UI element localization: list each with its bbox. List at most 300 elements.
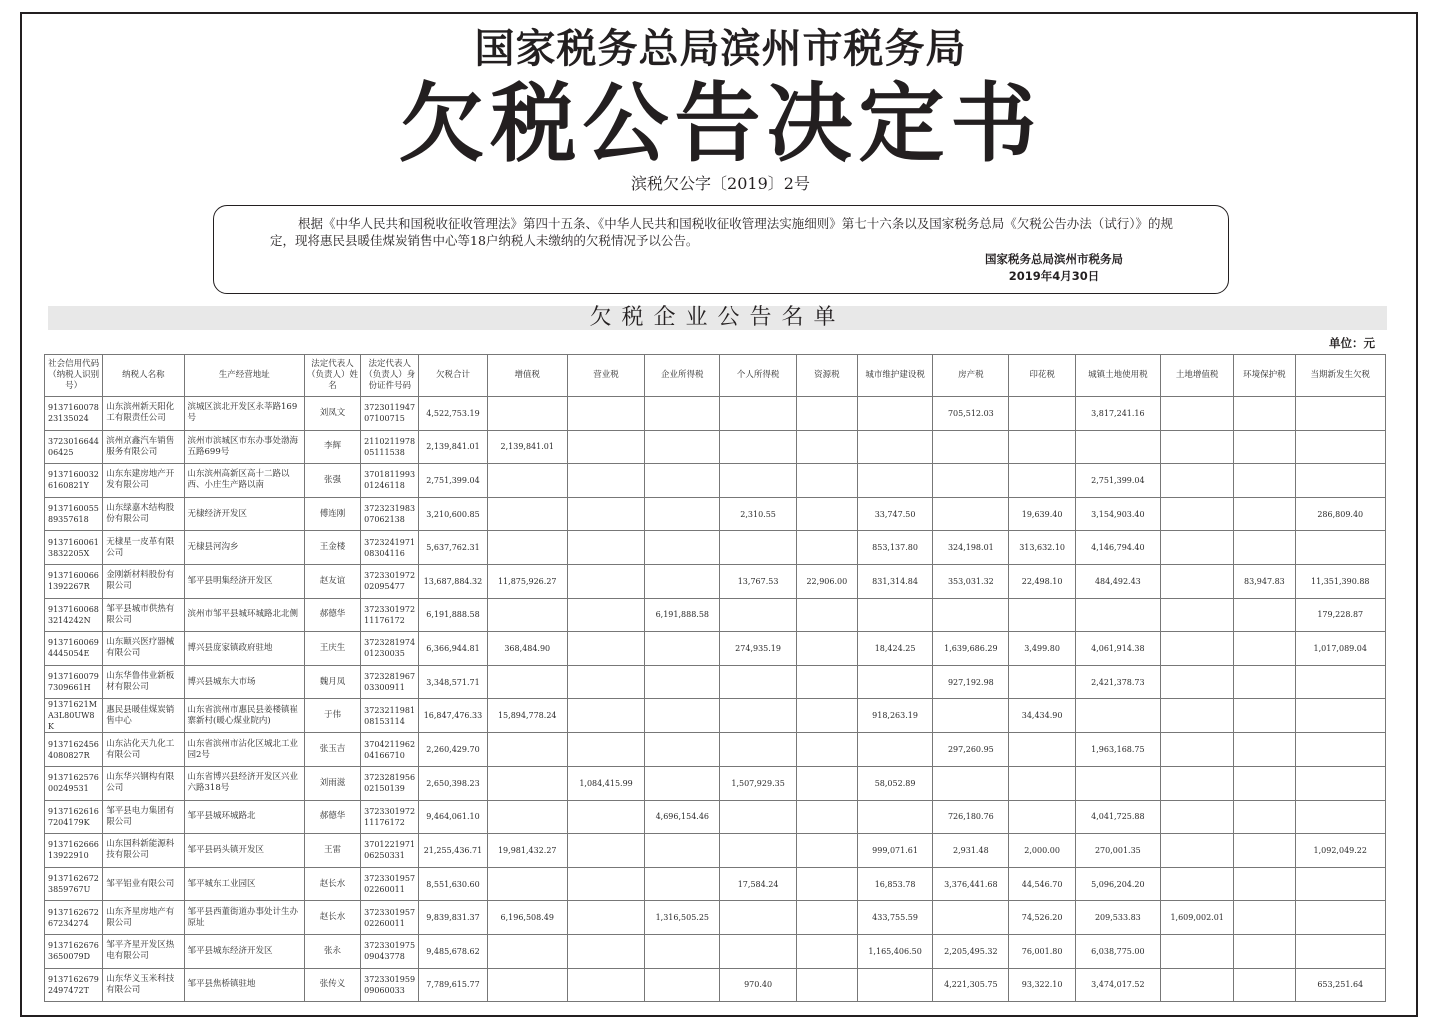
table-cell [720, 699, 796, 733]
column-header: 企业所得税 [645, 355, 720, 397]
table-cell: 李辉 [304, 430, 360, 464]
table-header-row [45, 355, 1386, 397]
table-cell: 7,789,615.77 [419, 968, 487, 1002]
table-cell: 6,366,944.81 [419, 632, 487, 666]
table-cell: 11,875,926.27 [487, 564, 567, 598]
table-cell: 484,492.43 [1075, 564, 1160, 598]
table-cell [487, 934, 567, 968]
table-cell: 2,310.55 [720, 497, 796, 531]
table-cell: 913716266613922910 [45, 834, 103, 868]
table-cell: 286,809.40 [1295, 497, 1385, 531]
table-cell: 1,092,049.22 [1295, 834, 1385, 868]
table-cell: 370122197106250331 [361, 834, 419, 868]
table-cell: 山东省滨州市惠民县姜楼镇崔寨新村(暖心煤业院内) [184, 699, 304, 733]
table-cell: 山东滨州新天阳化工有限责任公司 [103, 397, 184, 431]
table-cell: 274,935.19 [720, 632, 796, 666]
table-cell [487, 598, 567, 632]
table-cell: 山东滨州高新区高十二路以西、小庄生产路以南 [184, 464, 304, 498]
table-cell [796, 834, 857, 868]
table-row [45, 934, 1386, 968]
table-cell [796, 934, 857, 968]
table-row [45, 665, 1386, 699]
table-cell: 313,632.10 [1009, 531, 1075, 565]
table-cell: 91371626763650079D [45, 934, 103, 968]
table-cell: 918,263.19 [857, 699, 932, 733]
table-cell [1234, 632, 1295, 666]
table-cell: 13,687,884.32 [419, 564, 487, 598]
table-cell [645, 564, 720, 598]
table-cell: 张强 [304, 464, 360, 498]
table-cell: 270,001.35 [1075, 834, 1160, 868]
table-cell: 傅连刚 [304, 497, 360, 531]
table-cell: 山东东建房地产开发有限公司 [103, 464, 184, 498]
table-cell: 433,755.59 [857, 901, 932, 935]
table-cell [1075, 766, 1160, 800]
table-cell: 372330195702260011 [361, 901, 419, 935]
table-cell [796, 867, 857, 901]
table-cell [1161, 497, 1234, 531]
table-cell: 91371600613832205X [45, 531, 103, 565]
table-cell [1009, 430, 1075, 464]
table-row [45, 598, 1386, 632]
issuing-authority: 国家税务总局滨州市税务局 [474, 25, 967, 72]
table-cell [1009, 464, 1075, 498]
table-cell: 张玉吉 [304, 733, 360, 767]
table-cell: 91371600683214242N [45, 598, 103, 632]
table-row [45, 464, 1386, 498]
table-cell [567, 800, 644, 834]
table-cell [1234, 834, 1295, 868]
table-cell [487, 665, 567, 699]
column-header: 城镇土地使用税 [1075, 355, 1160, 397]
table-cell: 831,314.84 [857, 564, 932, 598]
table-cell [796, 800, 857, 834]
table-row [45, 397, 1386, 431]
table-cell: 91371600326160821Y [45, 464, 103, 498]
table-cell: 93,322.10 [1009, 968, 1075, 1002]
table-cell: 4,041,725.88 [1075, 800, 1160, 834]
table-cell [796, 531, 857, 565]
table-cell [857, 598, 932, 632]
table-cell: 刘雨滋 [304, 766, 360, 800]
table-cell: 19,981,432.27 [487, 834, 567, 868]
table-cell [1161, 834, 1234, 868]
table-cell [1161, 564, 1234, 598]
table-cell [1161, 665, 1234, 699]
table-cell: 3,499.80 [1009, 632, 1075, 666]
table-cell [1295, 665, 1385, 699]
table-cell [857, 800, 932, 834]
table-cell: 惠民县暖佳煤炭销售中心 [103, 699, 184, 733]
table-cell [487, 397, 567, 431]
table-cell: 91371621MA3L80UW8K [45, 699, 103, 733]
table-cell [645, 934, 720, 968]
table-cell [487, 464, 567, 498]
table-cell [796, 598, 857, 632]
table-cell [720, 397, 796, 431]
table-cell [645, 632, 720, 666]
table-cell: 4,221,305.75 [933, 968, 1009, 1002]
table-cell [567, 497, 644, 531]
table-cell [1295, 531, 1385, 565]
table-cell: 2,139,841.01 [487, 430, 567, 464]
table-cell [1161, 800, 1234, 834]
table-cell: 91371600694445054E [45, 632, 103, 666]
table-row [45, 430, 1386, 464]
table-cell [1161, 699, 1234, 733]
table-cell: 9,839,831.37 [419, 901, 487, 935]
table-cell: 山东国科新能源科技有限公司 [103, 834, 184, 868]
table-cell: 372328196703300911 [361, 665, 419, 699]
table-cell [1009, 733, 1075, 767]
table-cell [567, 901, 644, 935]
table-cell [1009, 598, 1075, 632]
table-cell [1234, 464, 1295, 498]
table-cell: 3,210,600.85 [419, 497, 487, 531]
table-cell: 邹平县城东经济开发区 [184, 934, 304, 968]
table-cell [933, 464, 1009, 498]
column-header: 环境保护税 [1234, 355, 1295, 397]
table-cell [1161, 598, 1234, 632]
table-cell [645, 430, 720, 464]
table-cell [1295, 464, 1385, 498]
table-cell [933, 901, 1009, 935]
table-cell [857, 464, 932, 498]
table-cell: 邹平县明集经济开发区 [184, 564, 304, 598]
table-cell [1075, 430, 1160, 464]
table-cell [487, 968, 567, 1002]
table-cell: 853,137.80 [857, 531, 932, 565]
table-cell [645, 968, 720, 1002]
table-cell: 6,191,888.58 [419, 598, 487, 632]
table-cell: 邹平县码头镇开发区 [184, 834, 304, 868]
table-cell [1295, 733, 1385, 767]
column-header: 印花税 [1009, 355, 1075, 397]
table-cell [1234, 800, 1295, 834]
table-cell: 83,947.83 [1234, 564, 1295, 598]
table-row [45, 968, 1386, 1002]
table-cell [567, 934, 644, 968]
table-cell: 372330195702260011 [361, 867, 419, 901]
table-cell: 郝德华 [304, 800, 360, 834]
table-cell: 372301664406425 [45, 430, 103, 464]
table-cell: 19,639.40 [1009, 497, 1075, 531]
table-cell: 91371626167204179K [45, 800, 103, 834]
table-cell [720, 464, 796, 498]
table-cell: 赵友谊 [304, 564, 360, 598]
table-cell [567, 834, 644, 868]
table-cell [487, 531, 567, 565]
table-cell [487, 867, 567, 901]
table-cell: 1,165,406.50 [857, 934, 932, 968]
table-cell: 赵长水 [304, 901, 360, 935]
table-cell: 324,198.01 [933, 531, 1009, 565]
table-cell [720, 800, 796, 834]
table-cell: 滨州京鑫汽车销售服务有限公司 [103, 430, 184, 464]
table-cell: 于伟 [304, 699, 360, 733]
table-cell [857, 397, 932, 431]
table-cell: 4,696,154.46 [645, 800, 720, 834]
table-cell: 370421196204166710 [361, 733, 419, 767]
table-cell: 9,485,678.62 [419, 934, 487, 968]
table-cell: 山东齐星房地产有限公司 [103, 901, 184, 935]
column-header: 房产税 [933, 355, 1009, 397]
table-cell: 726,180.76 [933, 800, 1009, 834]
table-row [45, 699, 1386, 733]
table-cell [1234, 497, 1295, 531]
table-cell: 邹平铝业有限公司 [103, 867, 184, 901]
table-cell: 44,546.70 [1009, 867, 1075, 901]
table-cell [567, 665, 644, 699]
table-cell: 970.40 [720, 968, 796, 1002]
table-cell: 张传义 [304, 968, 360, 1002]
table-cell: 3,154,903.40 [1075, 497, 1160, 531]
table-cell: 邹平县西董街道办事处计生办原址 [184, 901, 304, 935]
table-row [45, 766, 1386, 800]
column-header: 个人所得税 [720, 355, 796, 397]
table-cell [1295, 430, 1385, 464]
table-cell [720, 598, 796, 632]
table-cell [1161, 464, 1234, 498]
table-cell: 372321198108153114 [361, 699, 419, 733]
table-row [45, 497, 1386, 531]
table-cell [1295, 934, 1385, 968]
table-cell [567, 430, 644, 464]
table-cell: 山东绿嘉木结构股份有限公司 [103, 497, 184, 531]
table-cell [1234, 430, 1295, 464]
table-cell [1161, 632, 1234, 666]
table-cell [645, 397, 720, 431]
table-cell: 2,751,399.04 [1075, 464, 1160, 498]
table-cell: 372330197211176172 [361, 598, 419, 632]
table-cell [1161, 766, 1234, 800]
table-cell: 张永 [304, 934, 360, 968]
table-cell [720, 665, 796, 699]
table-cell [567, 968, 644, 1002]
table-cell [567, 464, 644, 498]
table-cell [487, 766, 567, 800]
table-cell: 653,251.64 [1295, 968, 1385, 1002]
table-cell [857, 968, 932, 1002]
table-cell: 91371626792497472T [45, 968, 103, 1002]
table-cell: 2,205,495.32 [933, 934, 1009, 968]
table-cell [857, 430, 932, 464]
table-cell [1295, 800, 1385, 834]
table-cell: 1,963,168.75 [1075, 733, 1160, 767]
table-cell [796, 901, 857, 935]
table-cell: 372328197401230035 [361, 632, 419, 666]
arrears-table [44, 354, 1386, 1002]
table-cell [1234, 766, 1295, 800]
table-cell [796, 699, 857, 733]
table-cell [645, 766, 720, 800]
table-cell: 999,071.61 [857, 834, 932, 868]
table-cell [1009, 800, 1075, 834]
table-cell: 2,931.48 [933, 834, 1009, 868]
table-cell: 74,526.20 [1009, 901, 1075, 935]
table-cell [645, 699, 720, 733]
column-header: 增值税 [487, 355, 567, 397]
table-cell: 4,522,753.19 [419, 397, 487, 431]
table-cell: 无棣星一皮革有限公司 [103, 531, 184, 565]
table-cell: 913716267267234274 [45, 901, 103, 935]
table-cell [1234, 733, 1295, 767]
table-cell [796, 968, 857, 1002]
table-cell [645, 464, 720, 498]
table-cell: 16,853.78 [857, 867, 932, 901]
table-cell: 3,348,571.71 [419, 665, 487, 699]
table-cell: 邹平城东工业园区 [184, 867, 304, 901]
table-cell: 邹平县城环城路北 [184, 800, 304, 834]
table-cell: 58,052.89 [857, 766, 932, 800]
column-header: 营业税 [567, 355, 644, 397]
table-cell [720, 531, 796, 565]
table-cell [933, 598, 1009, 632]
table-cell: 91371626723859767U [45, 867, 103, 901]
table-cell [1161, 531, 1234, 565]
column-header: 城市维护建设税 [857, 355, 932, 397]
table-cell [1295, 766, 1385, 800]
table-cell [933, 430, 1009, 464]
table-cell: 山东华兴钢构有限公司 [103, 766, 184, 800]
table-cell: 913716005589357618 [45, 497, 103, 531]
table-cell [567, 598, 644, 632]
table-cell: 山东省博兴县经济开发区兴业六路318号 [184, 766, 304, 800]
table-cell [933, 766, 1009, 800]
table-cell: 913716007823135024 [45, 397, 103, 431]
table-row [45, 564, 1386, 598]
table-cell: 博兴县城东大市场 [184, 665, 304, 699]
column-header: 欠税合计 [419, 355, 487, 397]
table-cell: 18,424.25 [857, 632, 932, 666]
table-cell [1234, 934, 1295, 968]
table-cell: 5,637,762.31 [419, 531, 487, 565]
table-cell [1234, 397, 1295, 431]
table-cell: 179,228.87 [1295, 598, 1385, 632]
table-cell [1009, 665, 1075, 699]
table-cell: 王雷 [304, 834, 360, 868]
table-cell: 91371600661392267R [45, 564, 103, 598]
table-cell: 滨州市邹平县城环城路北北侧 [184, 598, 304, 632]
table-cell: 邹平县城市供热有限公司 [103, 598, 184, 632]
table-cell: 209,533.83 [1075, 901, 1160, 935]
table-cell [857, 665, 932, 699]
table-cell [1234, 531, 1295, 565]
table-cell [487, 497, 567, 531]
table-cell: 2,751,399.04 [419, 464, 487, 498]
table-cell: 刘凤文 [304, 397, 360, 431]
table-cell [796, 497, 857, 531]
table-cell [645, 834, 720, 868]
table-cell: 913716257600249531 [45, 766, 103, 800]
table-cell [796, 430, 857, 464]
table-cell: 34,434.90 [1009, 699, 1075, 733]
table-cell [1234, 699, 1295, 733]
table-cell: 1,084,415.99 [567, 766, 644, 800]
table-cell: 6,196,508.49 [487, 901, 567, 935]
table-cell [796, 397, 857, 431]
table-cell [1009, 397, 1075, 431]
table-cell: 金刚新材料股份有限公司 [103, 564, 184, 598]
table-cell [796, 632, 857, 666]
table-cell: 2,260,429.70 [419, 733, 487, 767]
table-cell: 5,096,204.20 [1075, 867, 1160, 901]
table-cell: 邹平齐星开发区热电有限公司 [103, 934, 184, 968]
table-cell [796, 733, 857, 767]
table-cell: 1,507,929.35 [720, 766, 796, 800]
table-cell [645, 497, 720, 531]
table-row [45, 901, 1386, 935]
table-cell: 山东颐兴医疗器械有限公司 [103, 632, 184, 666]
table-cell: 370181199301246118 [361, 464, 419, 498]
table-cell [567, 733, 644, 767]
table-cell: 1,316,505.25 [645, 901, 720, 935]
table-cell: 郝德华 [304, 598, 360, 632]
table-cell: 2,421,378.73 [1075, 665, 1160, 699]
table-cell [796, 464, 857, 498]
table-cell: 11,351,390.88 [1295, 564, 1385, 598]
table-cell [487, 800, 567, 834]
unit-label: 单位：元 [1329, 336, 1375, 350]
table-cell: 山东华鲁伟业新板材有限公司 [103, 665, 184, 699]
table-cell: 76,001.80 [1009, 934, 1075, 968]
table-cell [857, 733, 932, 767]
table-cell: 372328195602150139 [361, 766, 419, 800]
table-body [45, 397, 1386, 1002]
table-cell: 368,484.90 [487, 632, 567, 666]
table-cell [1295, 397, 1385, 431]
column-header: 土地增值税 [1161, 355, 1234, 397]
table-cell: 22,498.10 [1009, 564, 1075, 598]
table-cell [1161, 934, 1234, 968]
table-cell [1161, 968, 1234, 1002]
notice-signature [914, 251, 1194, 285]
table-cell: 297,260.95 [933, 733, 1009, 767]
table-cell: 3,817,241.16 [1075, 397, 1160, 431]
table-cell: 1,609,002.01 [1161, 901, 1234, 935]
table-cell [1234, 968, 1295, 1002]
table-cell: 山东省滨州市沾化区城北工业园2号 [184, 733, 304, 767]
table-row [45, 733, 1386, 767]
table-cell [1234, 598, 1295, 632]
table-cell: 3,376,441.68 [933, 867, 1009, 901]
table-cell [1009, 766, 1075, 800]
table-cell: 22,906.00 [796, 564, 857, 598]
document-title: 欠税公告决定书 [398, 73, 1043, 174]
table-cell: 372330197211176172 [361, 800, 419, 834]
table-cell: 15,894,778.24 [487, 699, 567, 733]
table-cell [933, 497, 1009, 531]
table-cell [1161, 397, 1234, 431]
table-cell: 2,000.00 [1009, 834, 1075, 868]
table-cell [567, 867, 644, 901]
table-cell: 372330197509043778 [361, 934, 419, 968]
table-cell: 3,474,017.52 [1075, 968, 1160, 1002]
table-cell: 王庆生 [304, 632, 360, 666]
table-cell [567, 397, 644, 431]
table-cell [720, 430, 796, 464]
table-row [45, 800, 1386, 834]
table-cell [1234, 867, 1295, 901]
table-cell [720, 834, 796, 868]
table-cell: 372324197108304116 [361, 531, 419, 565]
table-cell [487, 733, 567, 767]
table-cell: 33,747.50 [857, 497, 932, 531]
table-cell [645, 867, 720, 901]
notice-box [213, 205, 1229, 294]
column-header: 法定代表人（负责人）姓名 [304, 355, 360, 397]
table-cell: 4,061,914.38 [1075, 632, 1160, 666]
